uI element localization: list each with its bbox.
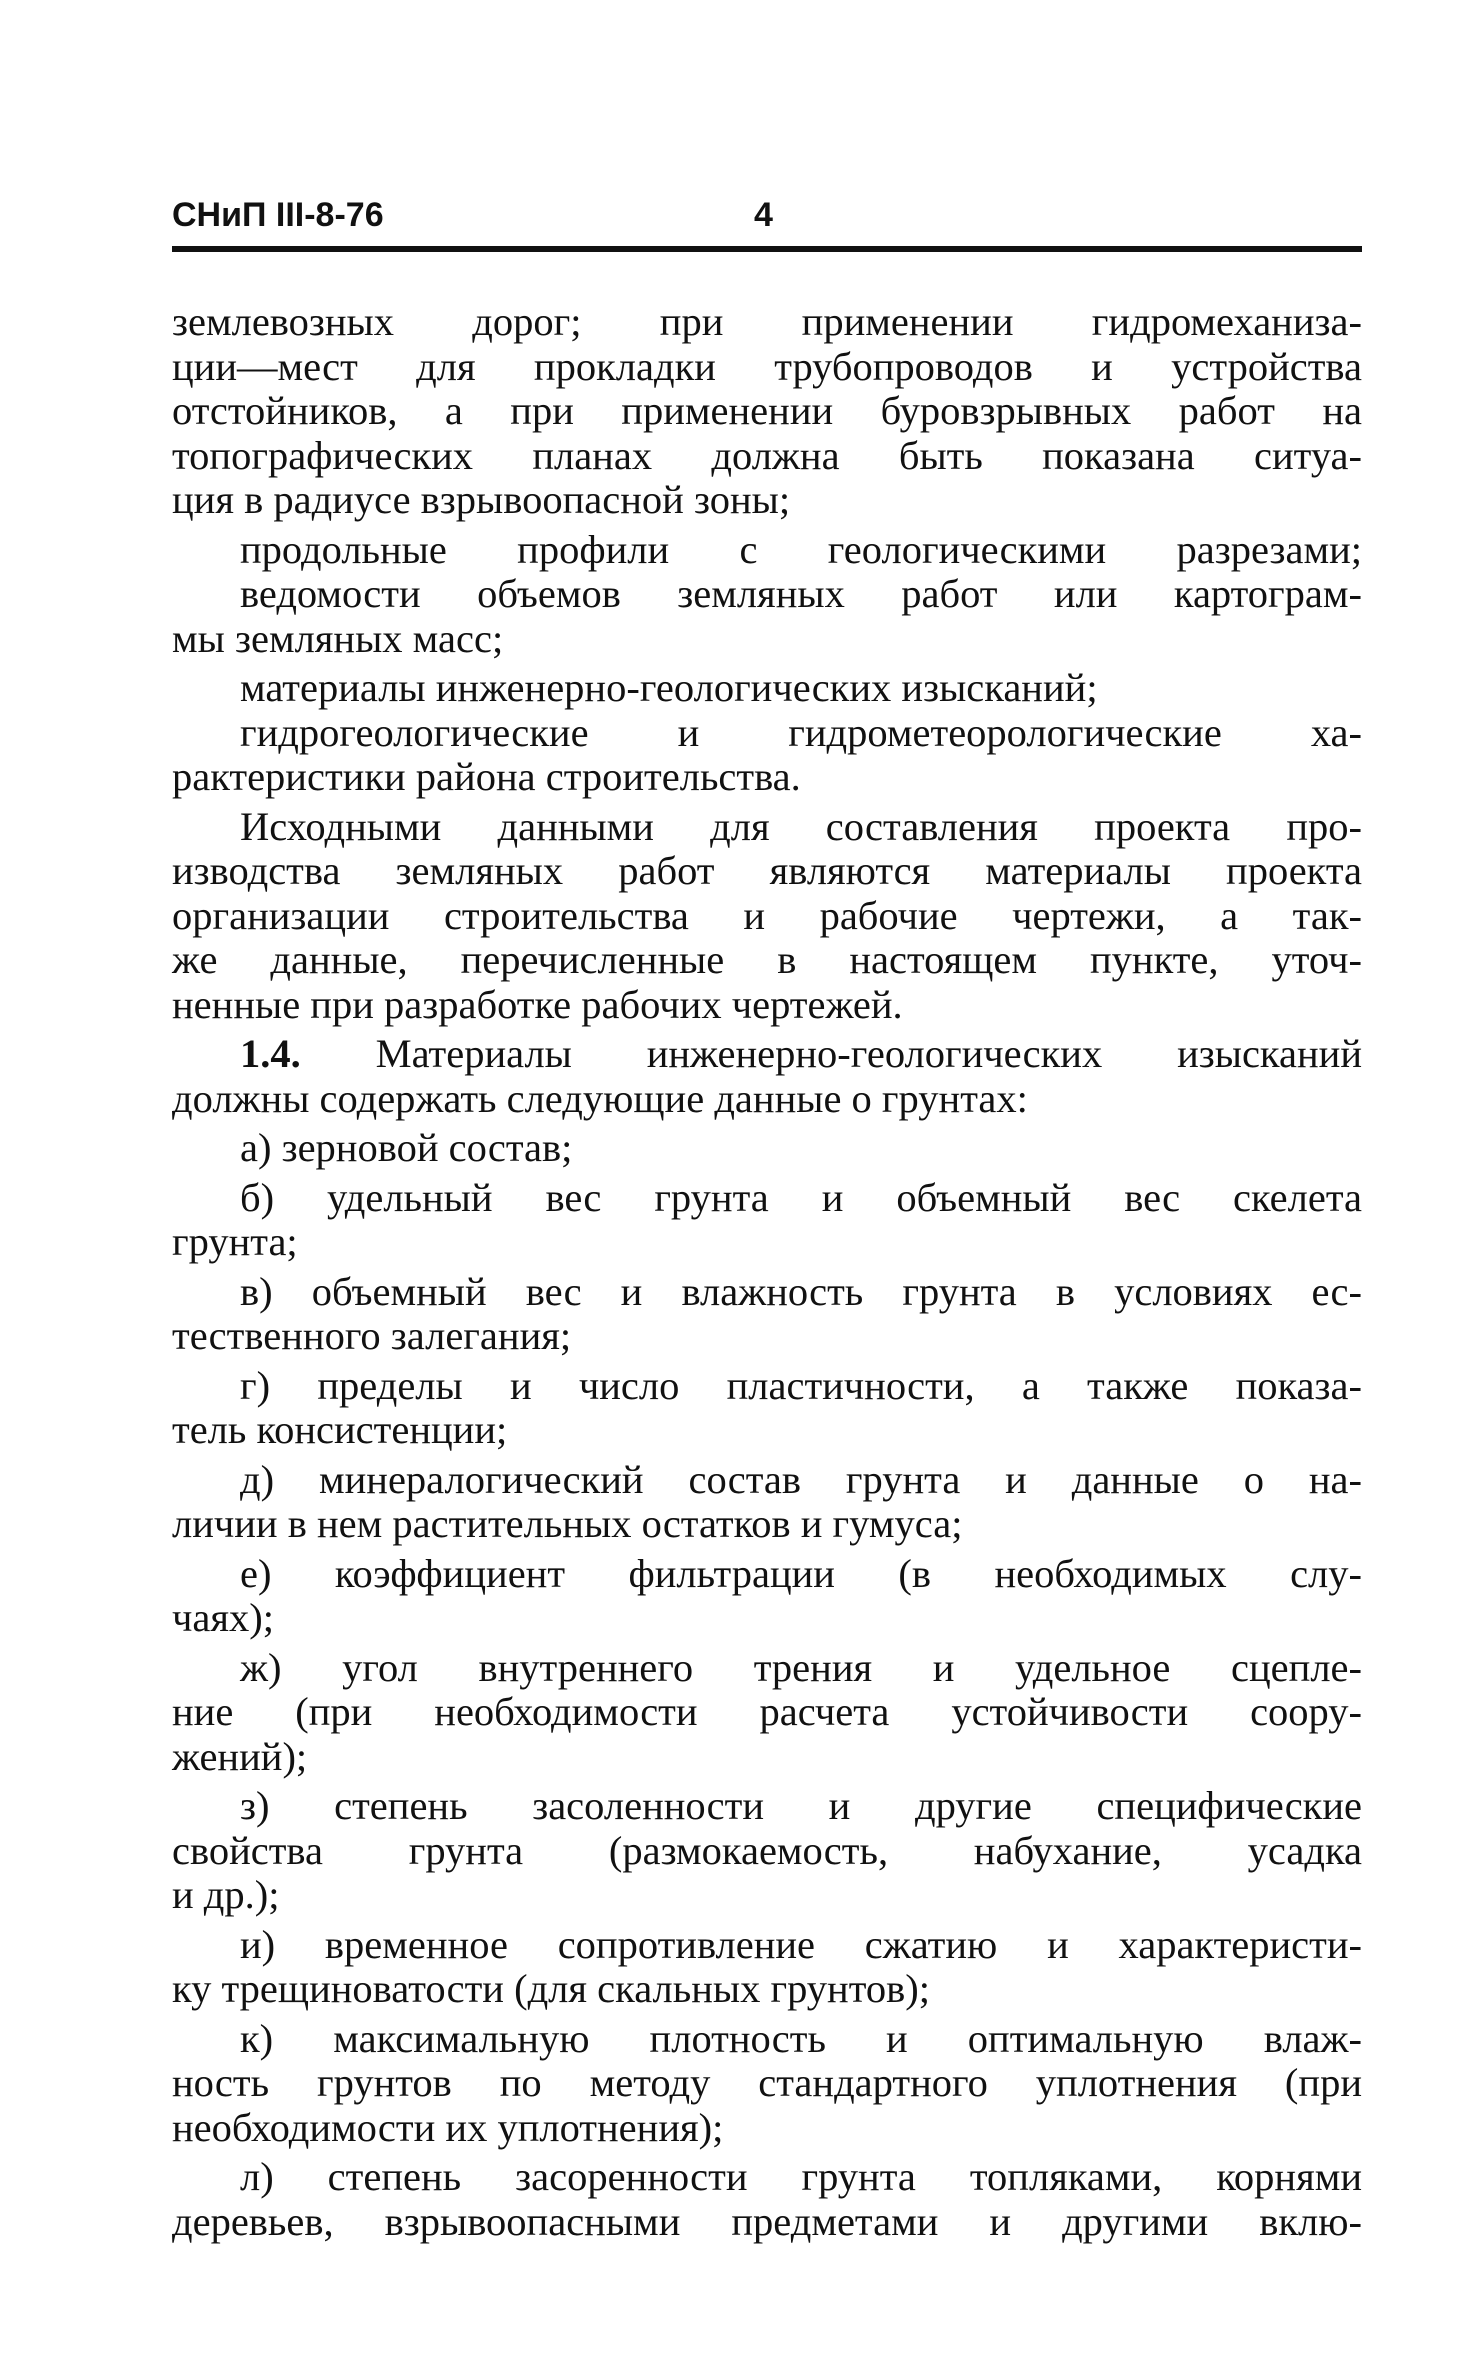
list-item — [172, 1646, 1362, 1780]
text-line: грунта; — [172, 1219, 298, 1264]
document-code: СНиП III-8-76 — [172, 196, 384, 234]
list-item — [172, 1270, 1362, 1359]
text-line: деревьев, взрывоопасными предметами и другими вклю- — [172, 2198, 1362, 2244]
text-line: личии в нем растительных остатков и гумуса; — [172, 1501, 963, 1546]
text-line: должны содержать следующие данные о грунтах: — [172, 1075, 1028, 1121]
text-line: а) зерновой состав; — [240, 1125, 573, 1170]
list-item — [172, 1458, 1362, 1547]
text-line: л) степень засоренности грунта топляками, корнями — [240, 2154, 1362, 2199]
text-line — [172, 1032, 1362, 1077]
text-line: б) удельный вес грунта и объемный вес скелета — [240, 1174, 1362, 1220]
list-item — [172, 1784, 1362, 1918]
page-number: 4 — [754, 196, 773, 234]
list-item — [172, 1176, 1362, 1265]
list-item — [172, 2155, 1362, 2244]
paragraph — [172, 805, 1362, 1028]
text-line: свойства грунта (размокаемость, набухание, усадка — [172, 1827, 1362, 1873]
text-line: тель консистенции; — [172, 1407, 508, 1452]
text-line: организации строительства и рабочие чертежи, а так- — [172, 892, 1362, 938]
text-line: тественного залегания; — [172, 1313, 572, 1358]
paragraph — [172, 572, 1362, 661]
text-line: ние (при необходимости расчета устойчивости соору- — [172, 1689, 1362, 1734]
list-item — [172, 1126, 1362, 1171]
body-text — [172, 300, 1362, 2244]
list-item — [172, 2017, 1362, 2151]
text-line: ку трещиноватости (для скальных грунтов); — [172, 1966, 930, 2011]
text-line: гидрогеологические и гидрометеорологические ха- — [240, 709, 1362, 755]
text-line: материалы инженерно-геологических изысканий; — [240, 665, 1098, 710]
text-line: и др.); — [172, 1872, 280, 1917]
text-line: ненные при разработке рабочих чертежей. — [172, 981, 903, 1027]
text-line: чаях); — [172, 1595, 274, 1640]
section-paragraph — [172, 1032, 1362, 1121]
text-line: мы земляных масс; — [172, 615, 504, 661]
text-line: же данные, перечисленные в настоящем пункте, уточ- — [172, 937, 1362, 982]
text-line: к) максимальную плотность и оптимальную влаж- — [240, 2015, 1362, 2061]
section-number: 1.4. — [240, 1031, 301, 1076]
text-line: жений); — [172, 1733, 308, 1779]
text-line: землевозных дорог; при применении гидромеханиза- — [172, 299, 1362, 344]
text-line: ции—мест для прокладки трубопроводов и устройства — [172, 343, 1362, 389]
text-line: ведомости объемов земляных работ или картограм- — [240, 571, 1362, 616]
text-line: рактеристики района строительства. — [172, 754, 801, 799]
text-line: д) минералогический состав грунта и данные о на- — [240, 1456, 1362, 1502]
text-line: в) объемный вес и влажность грунта в условиях ес- — [240, 1268, 1362, 1314]
paragraph — [172, 300, 1362, 523]
text-line: отстойников, а при применении буровзрывных работ на — [172, 388, 1362, 433]
list-item — [172, 1923, 1362, 2012]
text-line: е) коэффициент фильтрации (в необходимых слу- — [240, 1550, 1362, 1596]
text-line: изводства земляных работ являются материалы проекта — [172, 848, 1362, 893]
text-line: ж) угол внутреннего трения и удельное сцепле- — [240, 1644, 1362, 1690]
text-fragment: Материалы инженерно-геологических изысканий — [300, 1031, 1362, 1076]
text-line: продольные профили с геологическими разрезами; — [240, 526, 1362, 572]
text-line: г) пределы и число пластичности, а также показа- — [240, 1362, 1362, 1408]
paragraph — [172, 711, 1362, 800]
list-item — [172, 1364, 1362, 1453]
header-rule — [172, 246, 1362, 252]
text-line: топографических планах должна быть показана ситуа- — [172, 432, 1362, 478]
text-line: ция в радиусе взрывоопасной зоны; — [172, 477, 791, 522]
list-item — [172, 1552, 1362, 1641]
text-line: и) временное сопротивление сжатию и характеристи- — [240, 1921, 1362, 1967]
paragraph — [172, 528, 1362, 573]
text-line: з) степень засоленности и другие специфические — [240, 1783, 1362, 1828]
text-line: Исходными данными для составления проекта про- — [240, 803, 1362, 849]
paragraph — [172, 666, 1362, 711]
text-line: ность грунтов по методу стандартного уплотнения (при — [172, 2060, 1362, 2105]
text-line: необходимости их уплотнения); — [172, 2104, 724, 2150]
